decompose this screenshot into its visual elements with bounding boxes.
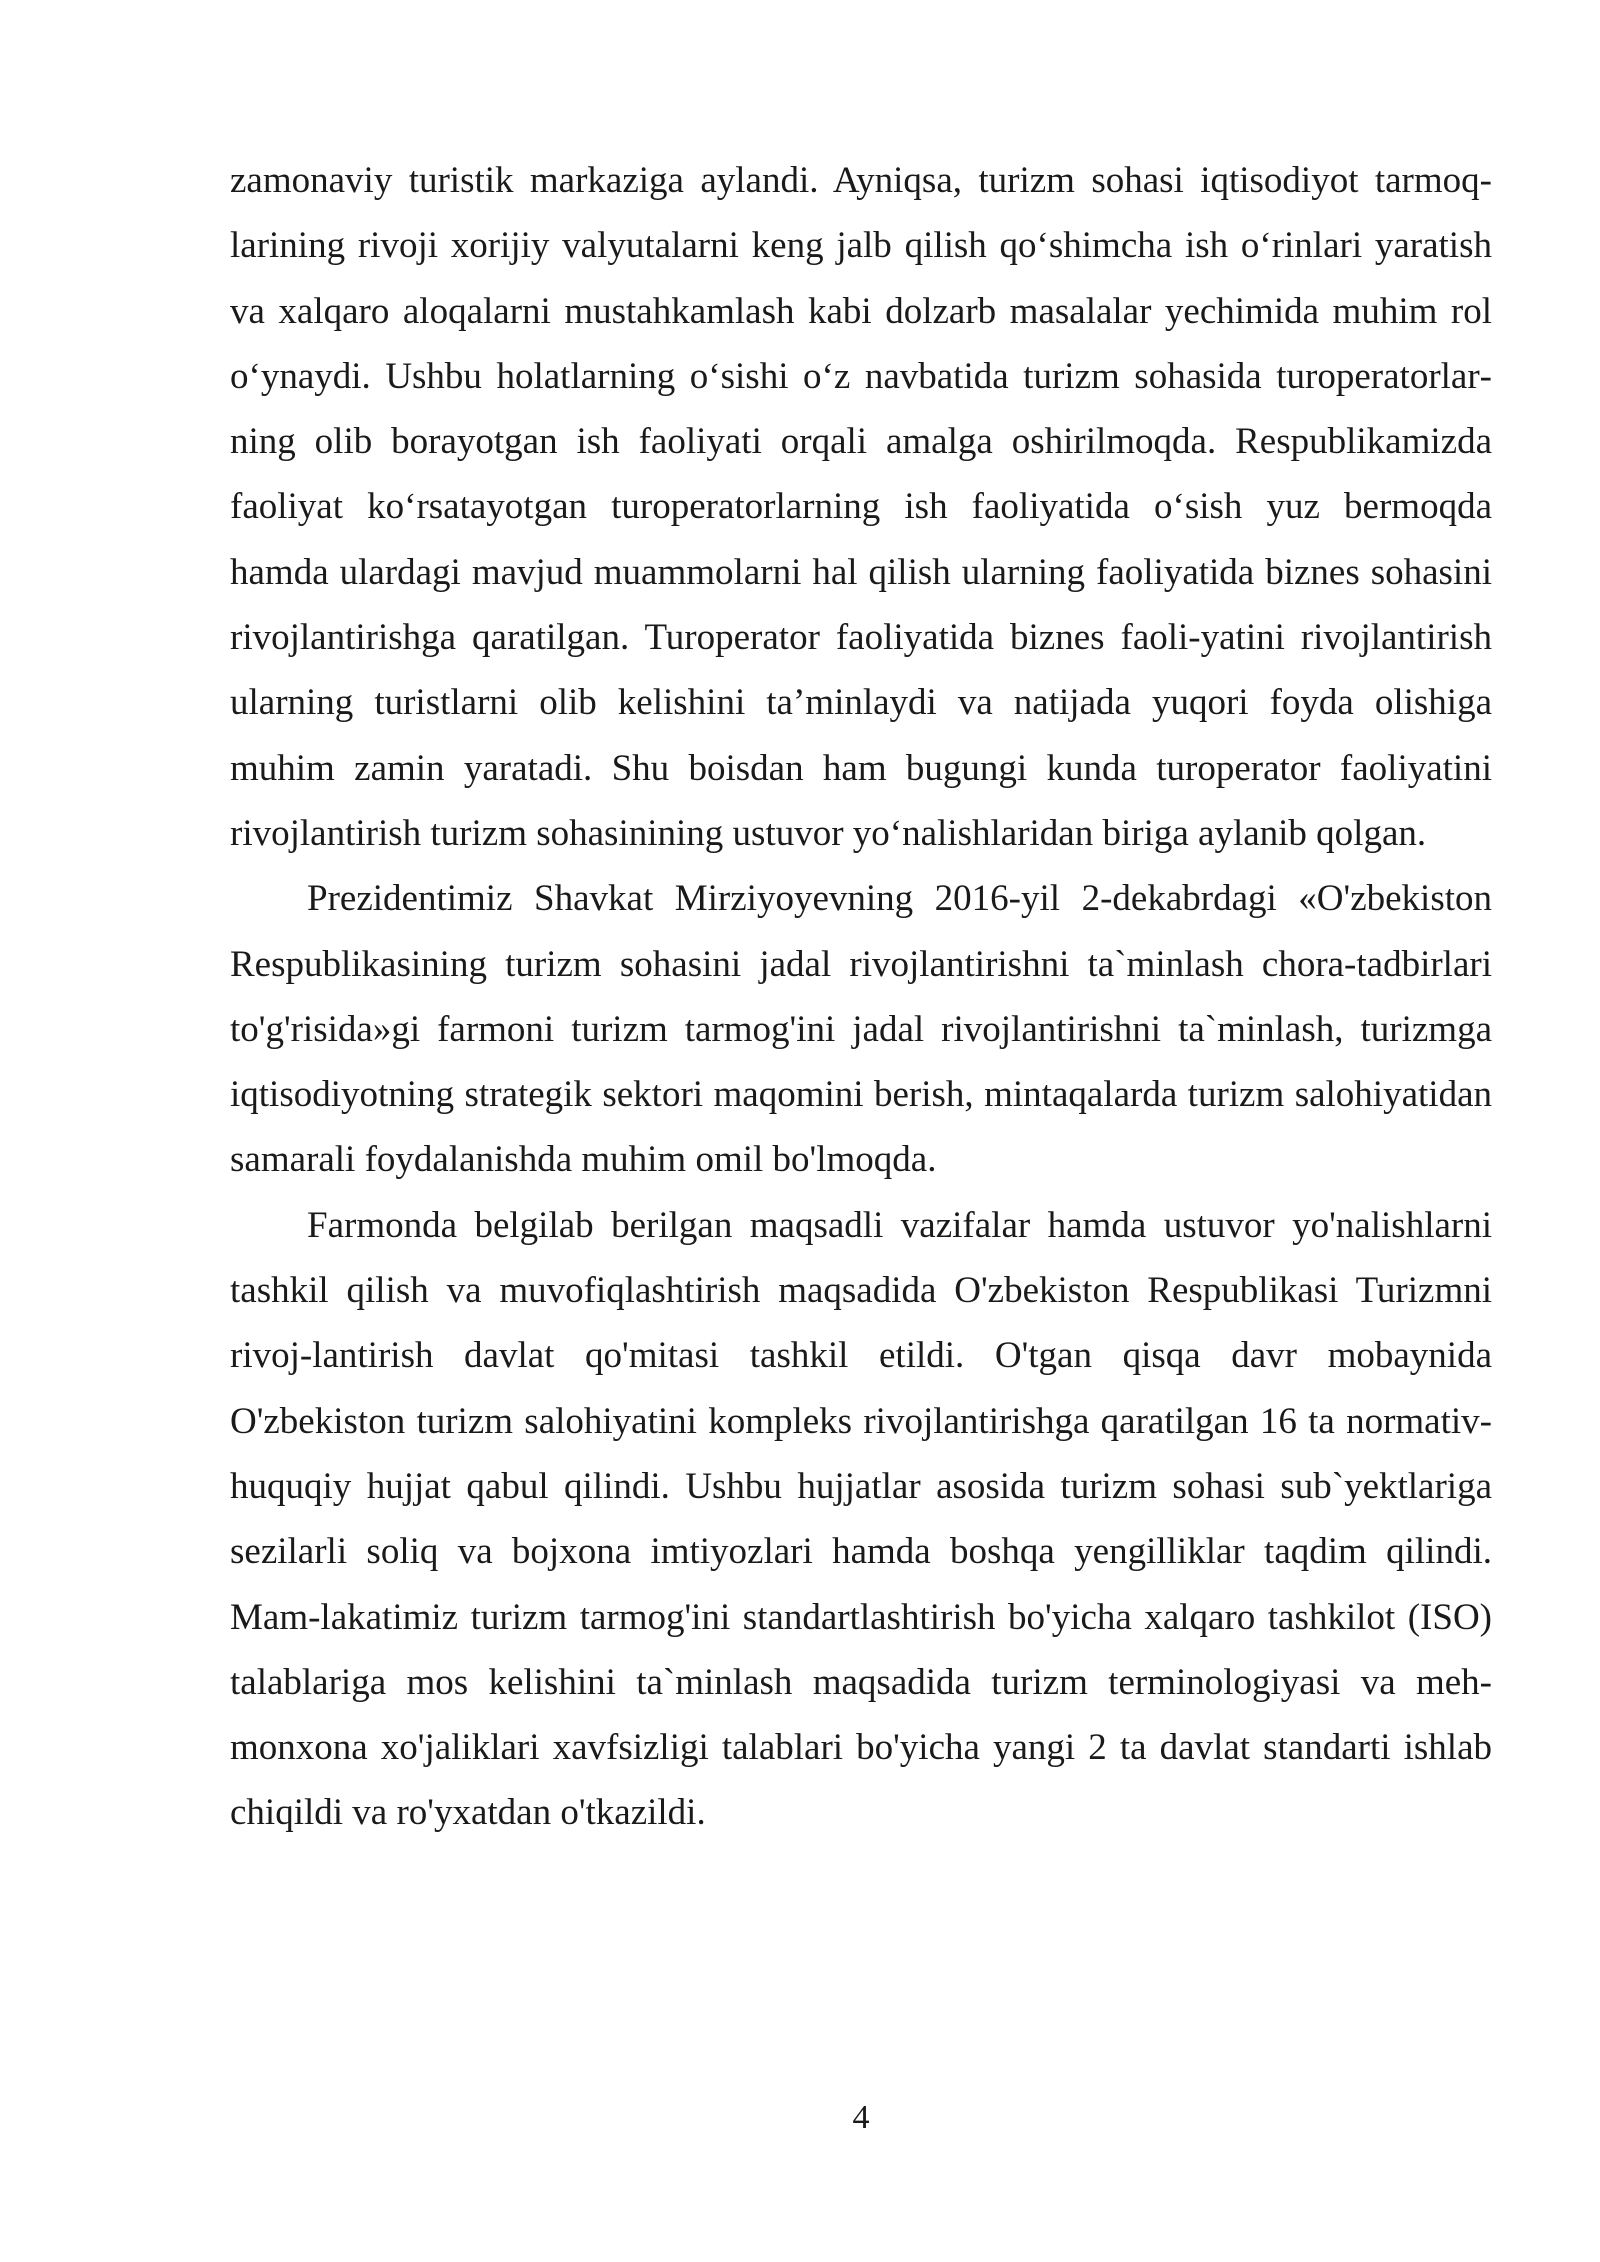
body-text	[230, 148, 1492, 1846]
page-number: 4	[852, 2099, 870, 2136]
paragraph-presidential-decree: Prezidentimiz Shavkat Mirziyoyevning 2016-yil 2-dekabrdagi «O'zbekiston Respublikasining turizm sohasini jadal rivojlantirishni ta`minlash chora-tadbirlari to'g'risida»gi farmoni turizm tarmog'ini jadal rivojlantirishni ta`minlash, turizmga iqtisodiyotning strategik sektori maqomini berish, mintaqalarda turizm salohiyatidan samarali foydalanishda muhim omil bo'lmoqda.	[230, 878, 1492, 1181]
paragraph-continuation: zamonaviy turistik markaziga aylandi. Ayniqsa, turizm sohasi iqtisodiyot tarmoqlarining rivoji xorijiy valyutalarni keng jalb qilish qo‘shimcha ish o‘rinlari yaratish va xalqaro aloqalarni mustahkamlash kabi dolzarb masalalar yechimida muhim rol o‘ynaydi. Ushbu holatlarning o‘sishi o‘z navbatida turizm sohasida turoperatorlarning olib borayotgan ish faoliyati orqali amalga oshirilmoqda. Respublikamizda faoliyat ko‘rsatayotgan turoperatorlarning ish faoliyatida o‘sish yuz bermoqda hamda ulardagi mavjud muammolarni hal qilish ularning faoliyatida biznes sohasini rivojlantirishga qaratilgan. Turoperator faoliyatida biznes faoli-yatini rivojlantirish ularning turistlarni olib kelishini ta’minlaydi va natijada yuqori foyda olishiga muhim zamin yaratadi. Shu boisdan ham bugungi kunda turoperator faoliyatini rivojlantirish turizm sohasinining ustuvor yo‘nalishlaridan biriga aylanib qolgan.	[230, 160, 1492, 854]
paragraph-decree-tasks: Farmonda belgilab berilgan maqsadli vazifalar hamda ustuvor yo'nalishlarni tashkil qilish va muvofiqlashtirish maqsadida O'zbekiston Respublikasi Turizmni rivoj-lantirish davlat qo'mitasi tashkil etildi. O'tgan qisqa davr mobaynida O'zbekiston turizm salohiyatini kompleks rivojlantirishga qaratilgan 16 ta normativ-huquqiy hujjat qabul qilindi. Ushbu hujjatlar asosida turizm sohasi sub`yektlariga sezilarli soliq va bojxona imtiyozlari hamda boshqa yengilliklar taqdim qilindi. Mam-lakatimiz turizm tarmog'ini standartlashtirish bo'yicha xalqaro tashkilot (ISO) talablariga mos kelishini ta`minlash maqsadida turizm terminologiyasi va meh-monxona xo'jaliklari xavfsizligi talablari bo'yicha yangi 2 ta davlat standarti ishlab chiqildi va ro'yxatdan o'tkazildi.	[230, 1204, 1492, 1834]
